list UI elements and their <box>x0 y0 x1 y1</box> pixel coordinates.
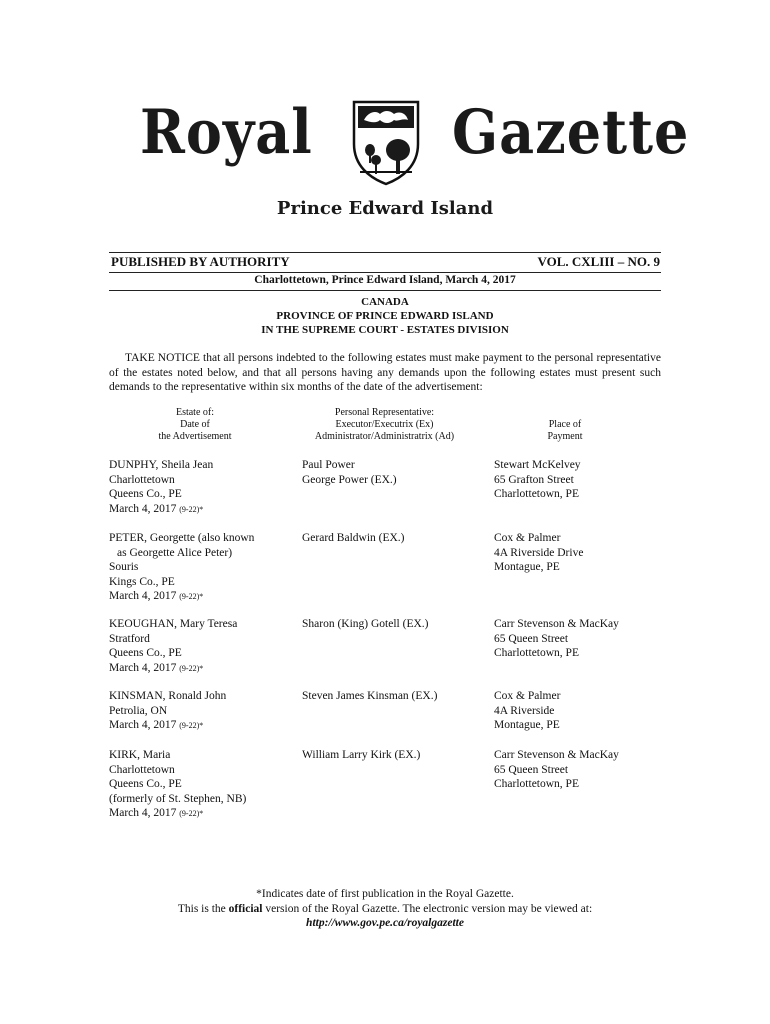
masthead-subtitle: Prince Edward Island <box>276 198 494 219</box>
advertisement-date: March 4, 2017 (9-22)* <box>109 502 204 515</box>
estate-name-column: DUNPHY, Sheila Jean Charlottetown Queens Co., PE March 4, 2017 (9-22)* <box>109 458 299 517</box>
volume-number: VOL. CXLIII – NO. 9 <box>537 254 660 269</box>
asterisk-note: *Indicates date of first publication in the Royal Gazette. <box>256 888 514 900</box>
representative-column: William Larry Kirk (EX.) <box>302 749 421 761</box>
coat-of-arms-icon <box>350 98 422 186</box>
column-header-place: Place of Payment <box>547 419 583 442</box>
representative-column: Steven James Kinsman (EX.) <box>302 690 438 702</box>
gazette-url-link[interactable]: http://www.gov.pe.ca/royalgazette <box>306 917 464 929</box>
court-heading <box>0 295 770 337</box>
representative-column: Paul Power George Power (EX.) <box>302 459 397 486</box>
advertisement-date: March 4, 2017 (9-22)* <box>109 719 204 731</box>
take-notice-paragraph: TAKE NOTICE that all persons indebted to the following estates must make payment to the personal representative of the estates noted below, and that all persons having any demands upon the following estates must present such demands to the representative within six months of the date of the advertisement: <box>109 352 661 393</box>
middle-rule <box>109 272 661 273</box>
representative-column: Sharon (King) Gotell (EX.) <box>302 618 429 630</box>
place-of-payment-column: Stewart McKelvey 65 Grafton Street Charlottetown, PE <box>494 459 581 500</box>
masthead-royal: Royal <box>140 96 313 168</box>
court-province: PROVINCE OF PRINCE EDWARD ISLAND <box>276 310 494 322</box>
bottom-rule <box>109 290 661 291</box>
place-of-payment-column: Cox & Palmer 4A Riverside Drive Montague, PE <box>494 532 584 573</box>
dateline: Charlottetown, Prince Edward Island, March 4, 2017 <box>254 274 516 286</box>
official-version-note: This is the official version of the Royal Gazette. The electronic version may be viewed at: <box>177 902 593 915</box>
masthead-gazette: Gazette <box>452 96 690 168</box>
place-of-payment-column: Carr Stevenson & MacKay 65 Queen Street Charlottetown, PE <box>494 749 619 790</box>
page-footer <box>0 887 770 931</box>
advertisement-date: March 4, 2017 (9-22)* <box>109 807 204 819</box>
estate-name-column: KEOUGHAN, Mary Teresa Stratford Queens Co., PE March 4, 2017 (9-22)* <box>109 617 299 676</box>
court-division: IN THE SUPREME COURT - ESTATES DIVISION <box>261 324 509 336</box>
published-by-authority: PUBLISHED BY AUTHORITY <box>111 254 290 269</box>
advertisement-date: March 4, 2017 (9-22)* <box>109 590 204 602</box>
estate-name-column: PETER, Georgette (also known as Georgette Alice Peter) Souris Kings Co., PE March 4, 2017 (9-22)* <box>109 531 299 605</box>
estate-name-column: KIRK, Maria Charlottetown Queens Co., PE (formerly of St. Stephen, NB) March 4, 2017 (9-22)* <box>109 748 299 822</box>
representative-column: Gerard Baldwin (EX.) <box>302 532 405 544</box>
advertisement-date: March 4, 2017 (9-22)* <box>109 661 204 674</box>
court-country: CANADA <box>361 296 409 308</box>
place-of-payment-column: Cox & Palmer 4A Riverside Montague, PE <box>494 690 561 731</box>
top-rule <box>109 252 661 253</box>
estate-name-column: KINSMAN, Ronald John Petrolia, ON March 4, 2017 (9-22)* <box>109 689 299 734</box>
column-header-representative: Personal Representative: Executor/Executrix (Ex) Administrator/Administratrix (Ad) <box>314 407 455 442</box>
column-header-estate: Estate of: Date of the Advertisement <box>158 407 232 442</box>
place-of-payment-column: Carr Stevenson & MacKay 65 Queen Street Charlottetown, PE <box>494 618 619 659</box>
